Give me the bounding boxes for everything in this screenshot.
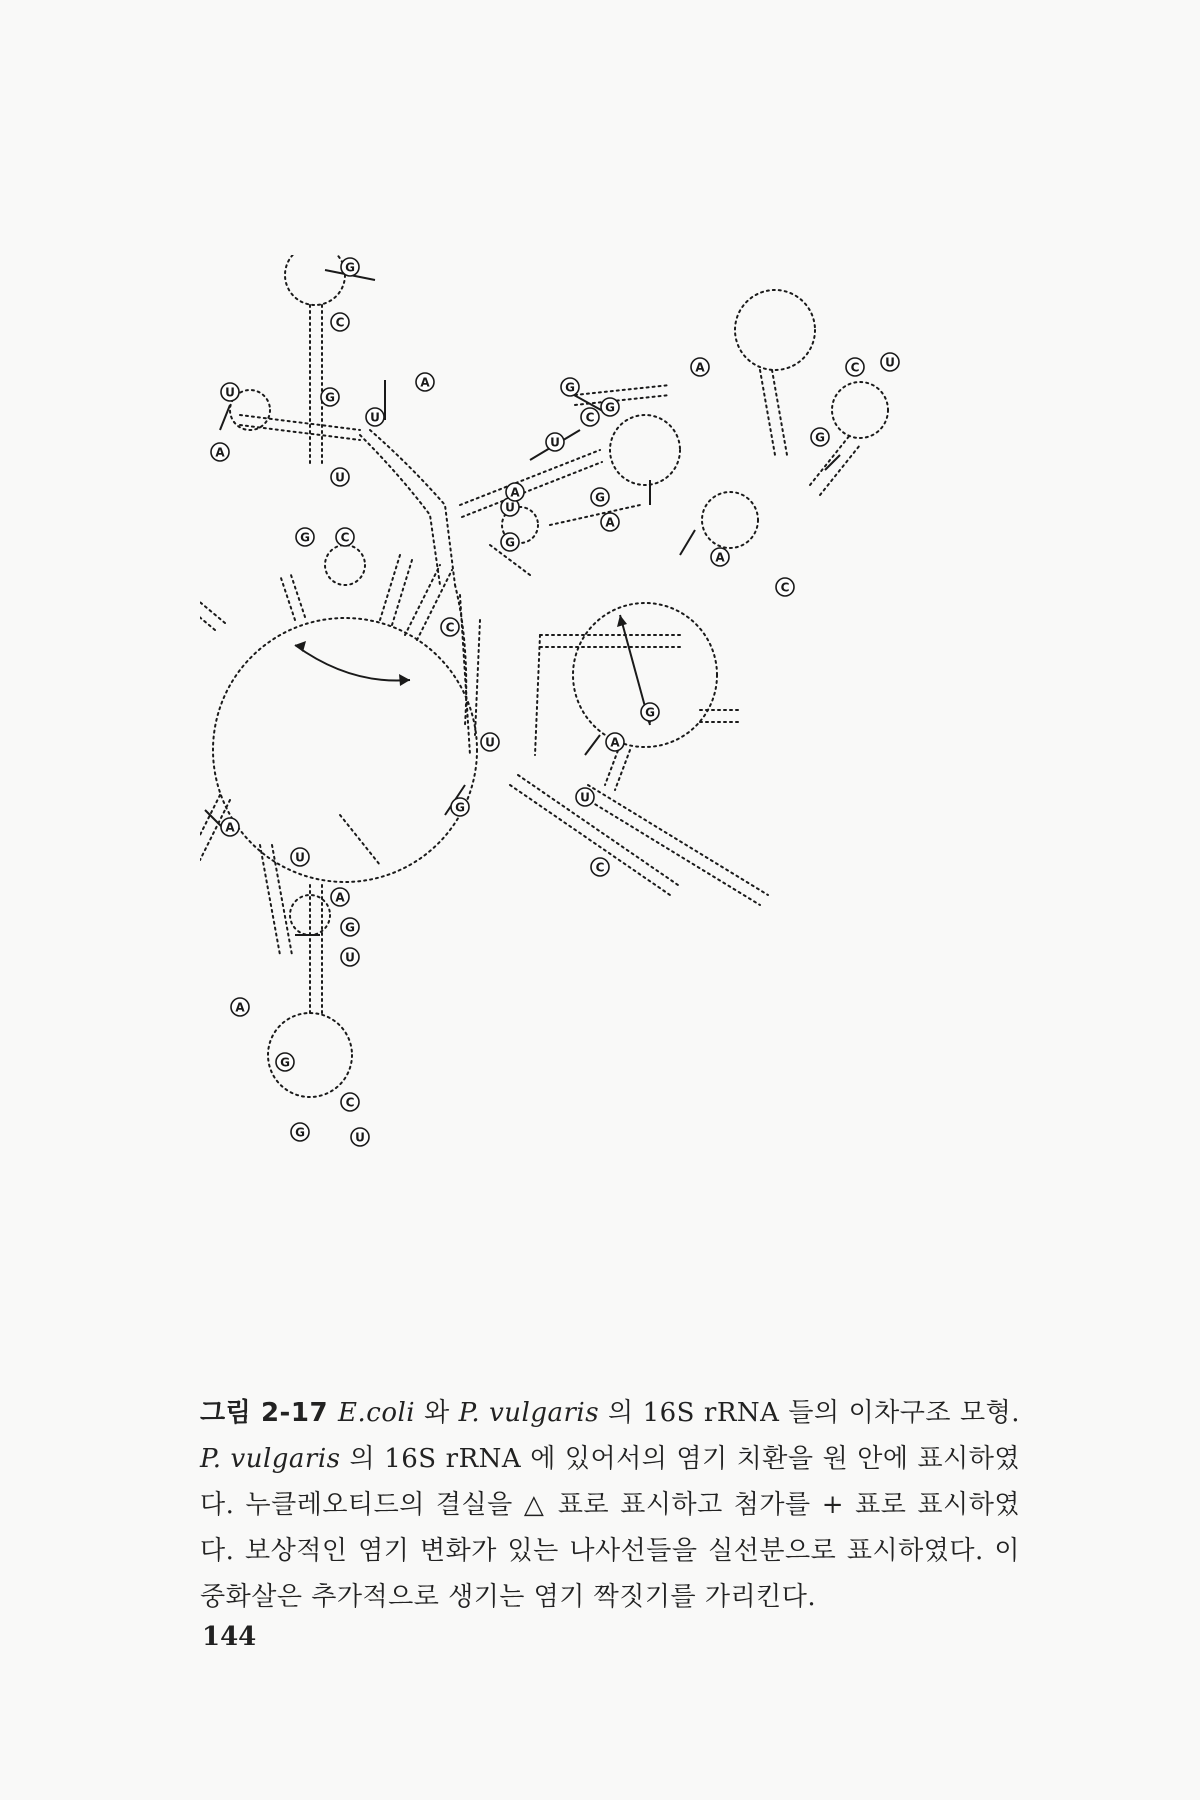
circled-base-letter: G (345, 920, 355, 935)
caption-italic-term: P. vulgaris (200, 1444, 341, 1474)
left-large-loop (213, 618, 477, 882)
circled-base-letter: U (580, 790, 590, 805)
circled-base-letter: A (715, 550, 725, 565)
circled-base-letter: C (595, 860, 605, 875)
stem (392, 560, 412, 625)
caption-body (200, 1398, 1020, 1612)
circled-base-letter: U (550, 435, 560, 450)
caption-italic-term: E.coli (338, 1398, 416, 1428)
circled-base-letter: A (335, 890, 345, 905)
circled-base-letter: C (335, 315, 345, 330)
double-arrow-left (295, 645, 410, 681)
arrowhead (617, 615, 627, 627)
stem (380, 555, 400, 620)
circled-base-letter: A (610, 735, 620, 750)
circled-base-letter: G (345, 260, 355, 275)
stem (200, 795, 220, 855)
stem (772, 370, 787, 455)
circled-base-letter: G (815, 430, 825, 445)
circled-base-letter: C (345, 1095, 355, 1110)
circled-base-letter: C (445, 620, 455, 635)
stem (575, 385, 670, 395)
circled-base-letter: U (505, 500, 515, 515)
upper-middle-loop (610, 415, 680, 485)
circled-base-letter: C (780, 580, 790, 595)
caption-text: 의 16S rRNA 들의 이차구조 모형. (599, 1398, 1020, 1428)
stem (760, 370, 775, 455)
circled-base-letter: A (420, 375, 430, 390)
upper-left-hairpin (325, 545, 365, 585)
circled-base-letter: G (280, 1055, 290, 1070)
circled-base-letter: U (335, 470, 345, 485)
caption-text: 와 (415, 1398, 459, 1428)
circled-base-letter: G (455, 800, 465, 815)
circled-base-letter: U (485, 735, 495, 750)
circled-base-letter: A (215, 445, 225, 460)
stem (580, 795, 760, 905)
rrna-secondary-structure-figure (200, 255, 1030, 1345)
circled-base-letter: G (605, 400, 615, 415)
circled-base-letter: C (340, 530, 350, 545)
compensatory-line (680, 530, 695, 555)
stem (260, 845, 280, 955)
circled-base-letter: U (295, 850, 305, 865)
stem (462, 462, 602, 517)
circled-base-letter: A (605, 515, 615, 530)
top-left-hairpin-loop (285, 255, 345, 305)
circled-base-letter: C (585, 410, 595, 425)
rrna-structure-svg (200, 255, 1030, 1345)
circled-base-letter: A (695, 360, 705, 375)
caption-text: 의 16S rRNA 에 있어서의 염기 치환을 원 안에 표시하였다. 누클레오티드의 결실을 △ 표로 표시하고 첨가를 + 표로 표시하였다. 보상적인 염기 변화가 있는 나사선들을 실선분으로 표시하였다. 이중화살은 추가적으로 생기는 염기 짝짓기를 가리킨다. (200, 1444, 1020, 1612)
circled-base-letter: G (565, 380, 575, 395)
circled-base-letter: A (510, 485, 520, 500)
circled-base-letter: G (295, 1125, 305, 1140)
circled-base-letter: G (595, 490, 605, 505)
circled-bases-group (211, 258, 899, 1146)
compensatory-line (220, 405, 230, 430)
circled-base-letter: G (300, 530, 310, 545)
circled-base-letter: U (225, 385, 235, 400)
arrow-heads (295, 615, 654, 725)
circled-base-letter: U (885, 355, 895, 370)
figure-caption (200, 1390, 1020, 1620)
circled-base-letter: A (225, 820, 235, 835)
circled-base-letter: C (850, 360, 860, 375)
circled-base-letter: U (355, 1130, 365, 1145)
circled-base-letter: G (505, 535, 515, 550)
caption-italic-term: P. vulgaris (458, 1398, 600, 1428)
right-central-loop (573, 603, 717, 747)
top-right-hairpin-loop (735, 290, 815, 370)
compensatory-line (585, 735, 600, 755)
page-number: 144 (202, 1622, 257, 1652)
circled-base-letter: G (645, 705, 655, 720)
stem (200, 605, 215, 630)
stem (405, 565, 440, 635)
stem (460, 595, 470, 755)
stem (360, 435, 440, 585)
figure-label: 그림 2-17 (200, 1398, 329, 1428)
stem (475, 620, 480, 735)
circled-base-letter: U (370, 410, 380, 425)
stem (290, 572, 305, 617)
circled-base-letter: U (345, 950, 355, 965)
stem (340, 815, 380, 865)
stem (588, 785, 768, 895)
stem (535, 635, 540, 755)
far-right-hairpin-loop (832, 382, 888, 438)
stem (550, 505, 640, 525)
right-upper-loop (702, 492, 758, 548)
stem (200, 598, 225, 623)
arrowhead (399, 674, 410, 686)
stem (460, 450, 600, 505)
stem (615, 750, 630, 790)
circled-base-letter: G (325, 390, 335, 405)
circled-base-letter: A (235, 1000, 245, 1015)
